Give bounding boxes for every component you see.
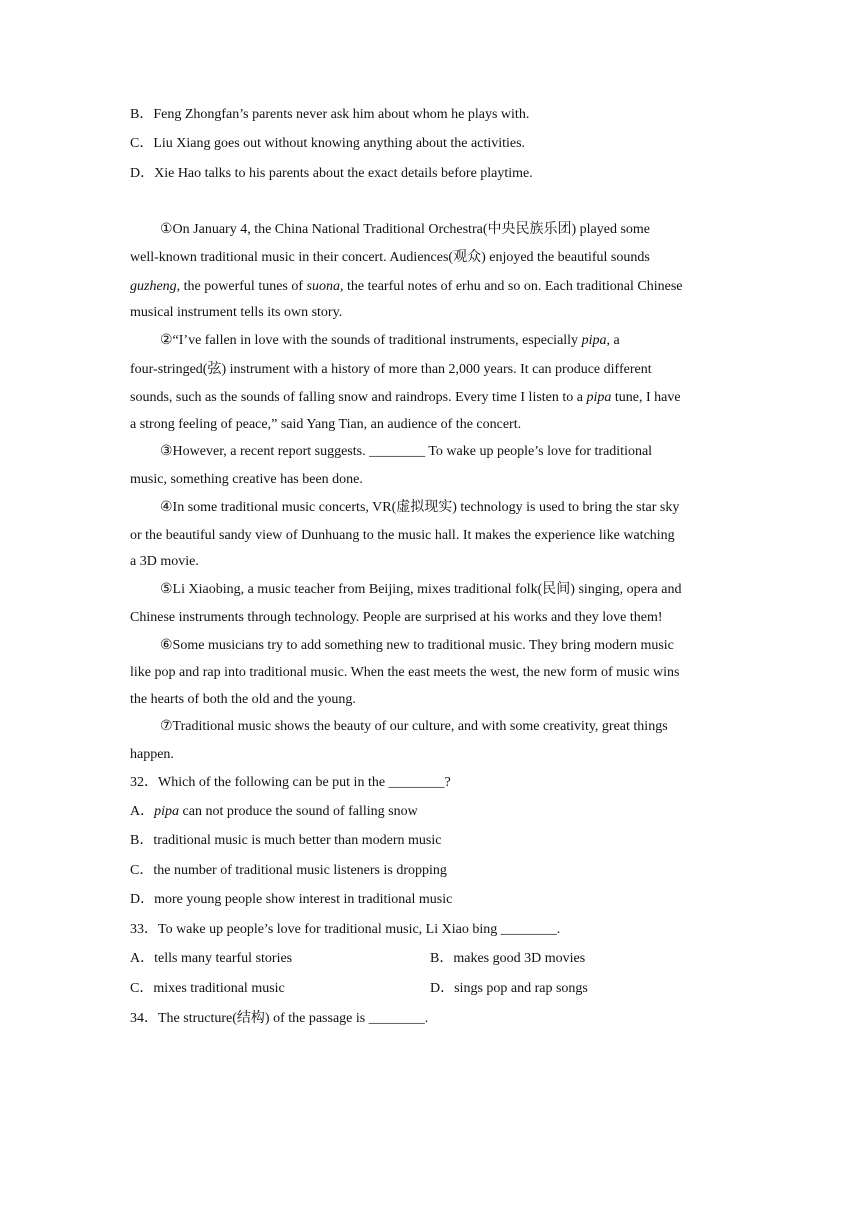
passage-p7-line1: ⑦Traditional music shows the beauty of our culture, and with some creativity, great things bbox=[160, 719, 668, 734]
question-33-stem: 33．To wake up people’s love for traditional music, Li Xiao bing ________. bbox=[130, 922, 561, 937]
prev-option-b: B．Feng Zhongfan’s parents never ask him about whom he plays with. bbox=[130, 107, 530, 122]
question-34-stem: 34．The structure(结构) of the passage is ________. bbox=[130, 1011, 429, 1026]
question-33-option-d: D．sings pop and rap songs bbox=[430, 981, 588, 996]
passage-text: ②“I’ve fallen in love with the sounds of traditional instruments, especially bbox=[160, 333, 582, 348]
question-33-option-c: C．mixes traditional music bbox=[130, 981, 285, 996]
option-text: can not produce the sound of falling snow bbox=[179, 804, 418, 819]
question-33-option-b: B．makes good 3D movies bbox=[430, 951, 586, 966]
passage-p4-line3: a 3D movie. bbox=[130, 554, 199, 569]
passage-p1-line1: ①On January 4, the China National Traditional Orchestra(中央民族乐团) played some bbox=[160, 222, 651, 237]
passage-text: sounds, such as the sounds of falling snow and raindrops. Every time I listen to a bbox=[130, 390, 587, 405]
option-letter: A． bbox=[130, 804, 155, 819]
passage-p5-line1: ⑤Li Xiaobing, a music teacher from Beijing, mixes traditional folk(民间) singing, opera and bbox=[160, 582, 682, 597]
passage-p6-line3: the hearts of both the old and the young. bbox=[130, 692, 356, 707]
term-pipa: pipa bbox=[581, 333, 607, 348]
passage-p5-line2: Chinese instruments through technology. People are surprised at his works and they love them! bbox=[130, 610, 663, 625]
passage-p2-line2: four-stringed(弦) instrument with a history of more than 2,000 years. It can produce different bbox=[130, 362, 652, 377]
passage-p2-line1 bbox=[160, 331, 620, 351]
prev-option-c: C．Liu Xiang goes out without knowing anything about the activities. bbox=[130, 136, 526, 151]
passage-p3-line2: music, something creative has been done. bbox=[130, 472, 363, 487]
passage-p1-line4: musical instrument tells its own story. bbox=[130, 305, 343, 320]
passage-p6-line2: like pop and rap into traditional music. When the east meets the west, the new form of music wins bbox=[130, 665, 680, 680]
question-32-option-b: B．traditional music is much better than modern music bbox=[130, 833, 442, 848]
prev-option-d: D．Xie Hao talks to his parents about the exact details before playtime. bbox=[130, 166, 533, 181]
passage-p1-line2: well-known traditional music in their concert. Audiences(观众) enjoyed the beautiful sounds bbox=[130, 250, 650, 265]
passage-p6-line1: ⑥Some musicians try to add something new to traditional music. They bring modern music bbox=[160, 638, 674, 653]
term-pipa: pipa bbox=[154, 804, 180, 819]
passage-p3-line1: ③However, a recent report suggests. ________ To wake up people’s love for traditional bbox=[160, 444, 653, 459]
question-32-stem: 32．Which of the following can be put in the ________? bbox=[130, 775, 451, 790]
term-suona: suona bbox=[306, 279, 340, 294]
question-33-option-a: A．tells many tearful stories bbox=[130, 951, 293, 966]
term-guzheng: guzheng bbox=[130, 279, 177, 294]
passage-p1-line3 bbox=[130, 277, 683, 297]
passage-p4-line1: ④In some traditional music concerts, VR(虚拟现实) technology is used to bring the star sky bbox=[160, 500, 680, 515]
term-pipa: pipa bbox=[586, 390, 612, 405]
passage-p2-line3 bbox=[130, 388, 681, 408]
passage-text: tune, I have bbox=[611, 390, 681, 405]
passage-p7-line2: happen. bbox=[130, 747, 174, 762]
passage-text: , the tearful notes of erhu and so on. Each traditional Chinese bbox=[339, 279, 683, 294]
passage-text: , a bbox=[606, 333, 620, 348]
passage-text: , the powerful tunes of bbox=[176, 279, 307, 294]
passage-p4-line2: or the beautiful sandy view of Dunhuang to the music hall. It makes the experience like watching bbox=[130, 528, 675, 543]
question-32-option-d: D．more young people show interest in traditional music bbox=[130, 892, 453, 907]
question-32-option-a bbox=[130, 802, 418, 822]
passage-p2-line4: a strong feeling of peace,” said Yang Tian, an audience of the concert. bbox=[130, 417, 522, 432]
question-32-option-c: C．the number of traditional music listeners is dropping bbox=[130, 863, 447, 878]
